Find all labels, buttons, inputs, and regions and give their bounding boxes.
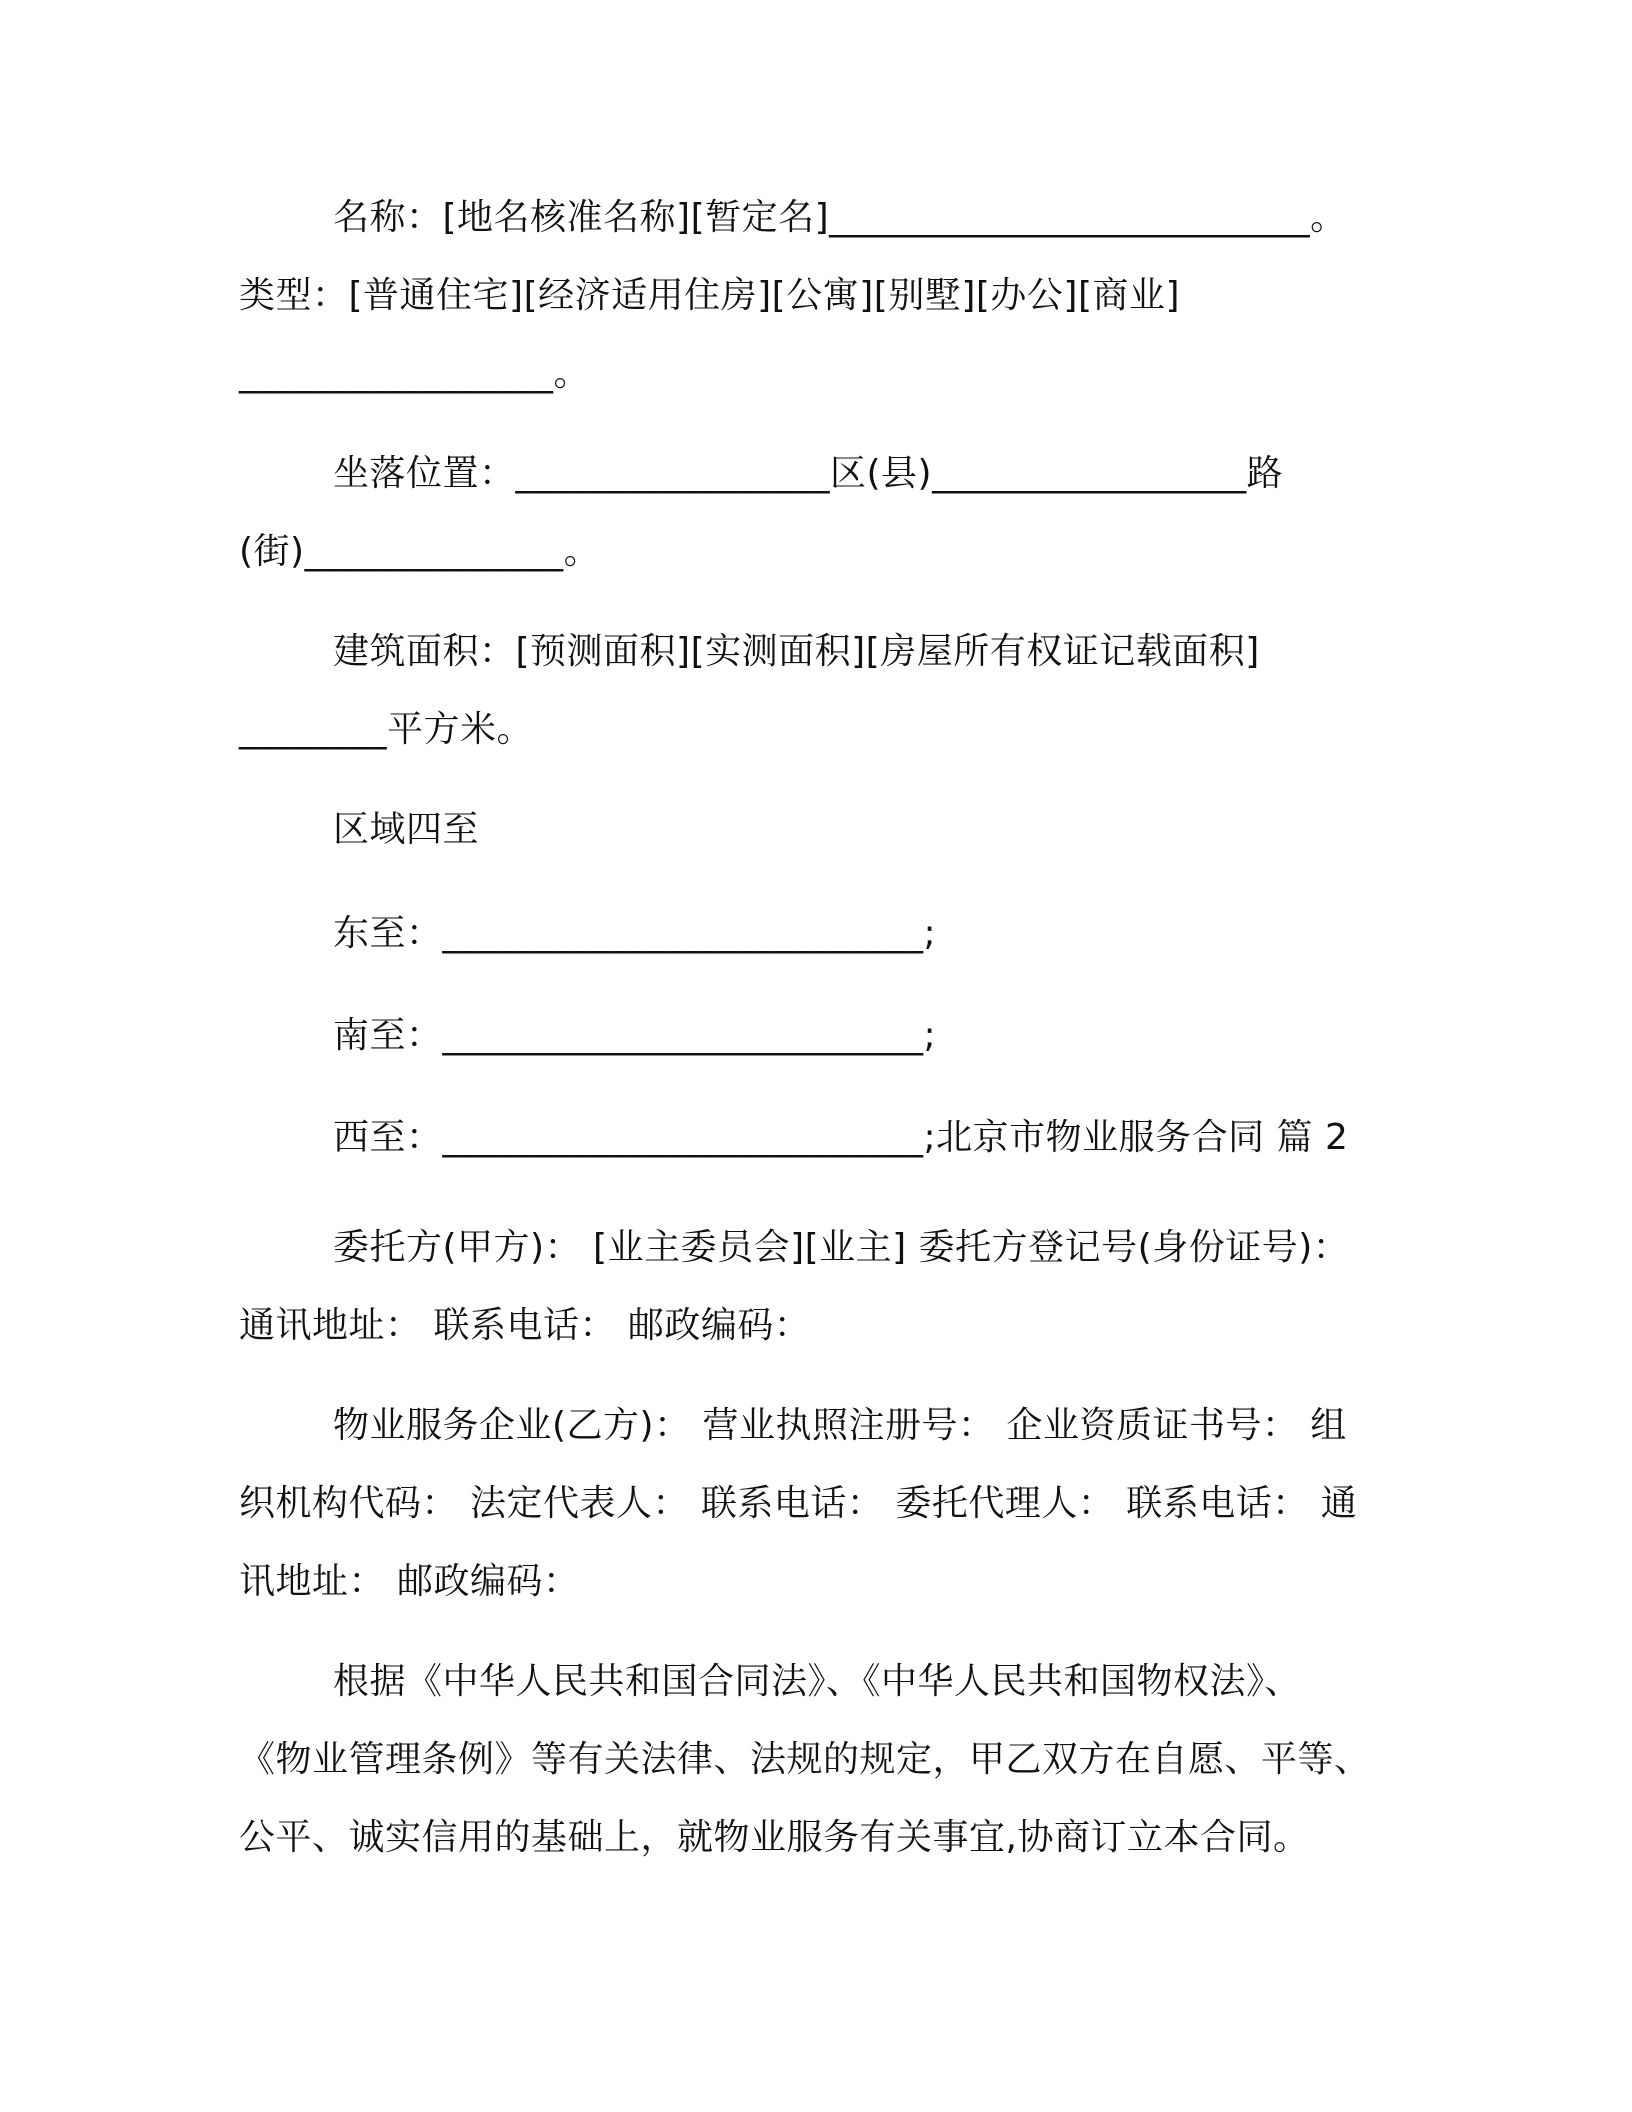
east-boundary-line: 东至：__________________________; [333,913,937,954]
party-a-contact-line: 通讯地址： 联系电话： 邮政编码： [239,1305,811,1346]
property-type-line: 类型：[普通住宅][经济适用住房][公寓][别墅][办公][商业] [239,275,1181,316]
property-name-line: 名称：[地名核准名称][暂定名]__________________________。 [333,197,1347,238]
west-boundary-line: 西至：__________________________;北京市物业服务合同 篇 2 [333,1117,1349,1158]
party-a-line: 委托方(甲方)： [业主委员会][业主] 委托方登记号(身份证号)： [333,1227,1350,1268]
location-line: 坐落位置：_________________区(县)_________________路 [333,453,1284,494]
party-b-line: 物业服务企业(乙方)： 营业执照注册号： 企业资质证书号： 组 [333,1405,1347,1446]
south-boundary-line: 南至：__________________________; [333,1015,937,1056]
building-area-line: 建筑面积：[预测面积][实测面积][房屋所有权证记载面积] [333,631,1260,672]
legal-basis-line-2: 《物业管理条例》等有关法律、法规的规定，甲乙双方在自愿、平等、 [239,1739,1371,1780]
party-b-details-line: 织机构代码： 法定代表人： 联系电话： 委托代理人： 联系电话： 通 [239,1483,1358,1524]
building-area-value-line: ________平方米。 [239,709,534,750]
area-boundaries-heading: 区域四至 [333,809,480,850]
party-b-address-line: 讯地址： 邮政编码： [239,1561,580,1602]
legal-basis-line-1: 根据《中华人民共和国合同法》、《中华人民共和国物权法》、 [333,1661,1302,1702]
legal-basis-line-3: 公平、诚实信用的基础上，就物业服务有关事宜,协商订立本合同。 [239,1817,1310,1858]
location-street-line: (街)______________。 [239,531,601,572]
property-type-blank-line: _________________。 [239,353,590,394]
